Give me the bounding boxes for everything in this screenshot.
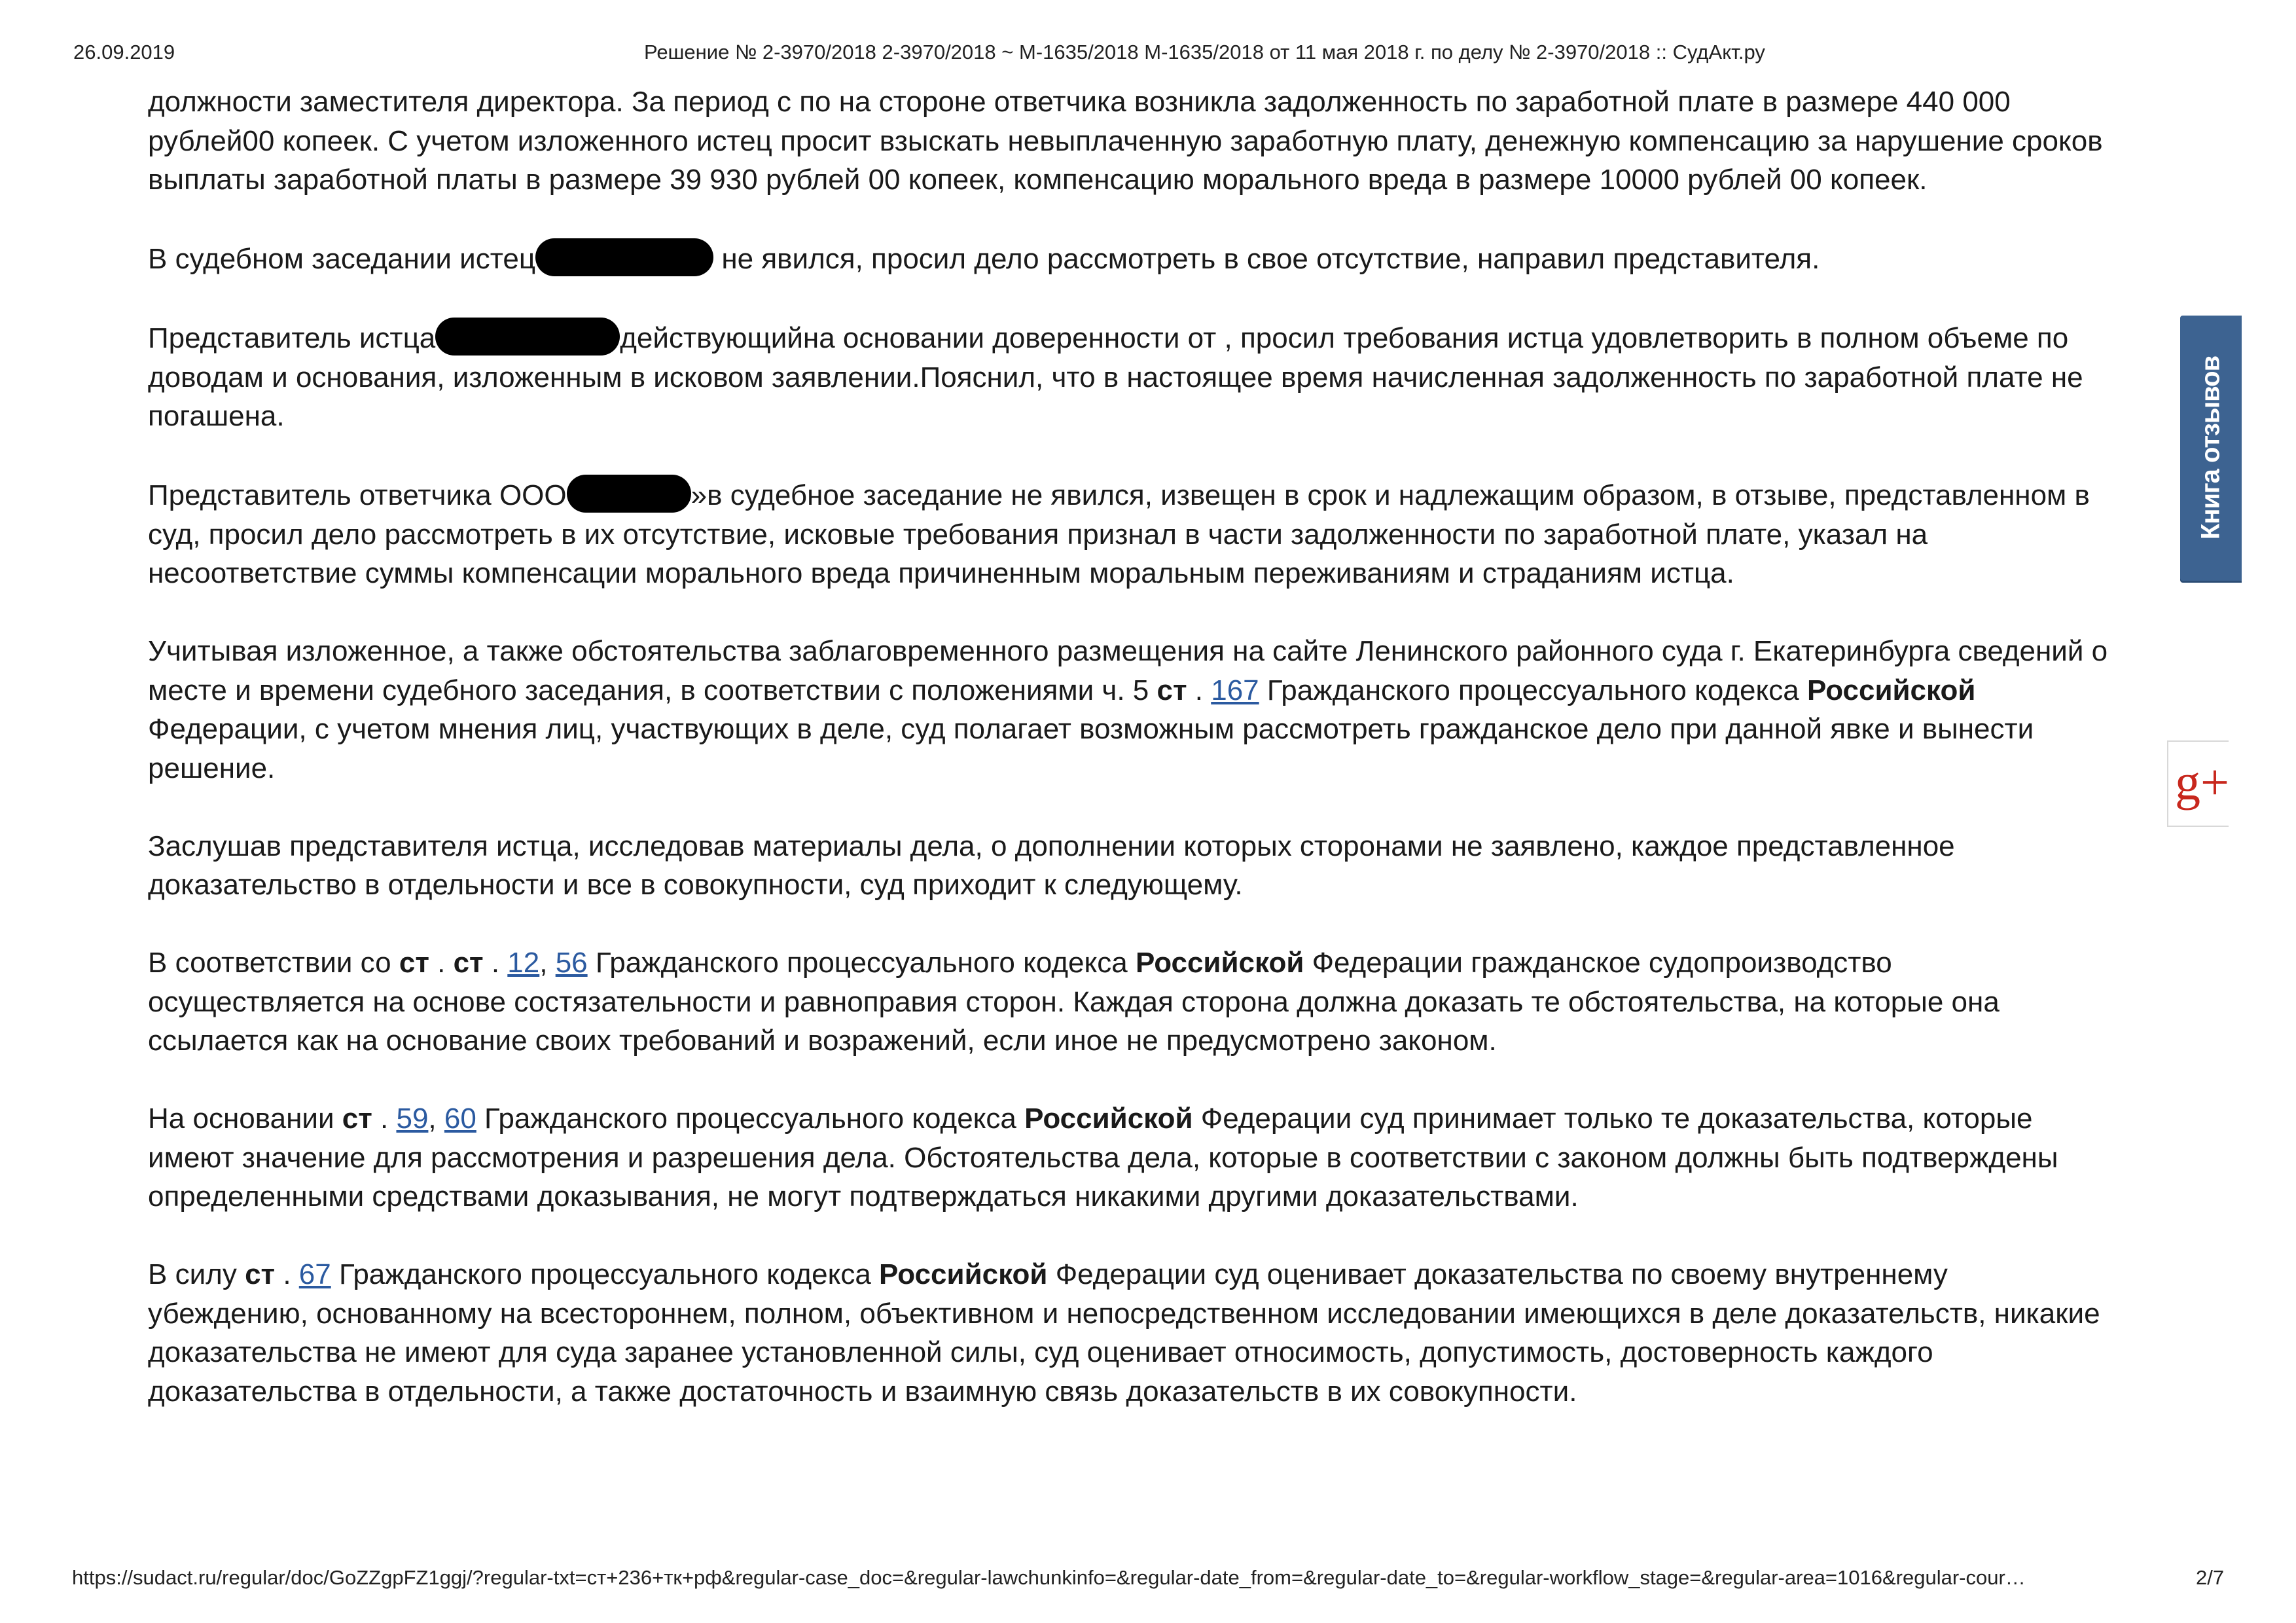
article-abbrev: ст <box>453 947 484 979</box>
paragraph-evidence-assessment <box>148 1255 2111 1411</box>
highlight-term: Российской <box>1024 1103 1193 1135</box>
paragraph-text: Гражданского процессуального кодекса <box>1259 674 1807 706</box>
paragraph-plaintiff-representative <box>148 318 2111 436</box>
paragraph-claim <box>148 82 2111 200</box>
paragraph-text: действующийна основании доверенности от , просил требования истца удовлетворить в полном объеме по доводам и основания, изложенным в исковом заявлении.Пояснил, что в настоящее время начисленная задолженность по заработной плате не погашена. <box>148 322 2083 432</box>
highlight-term: Российской <box>879 1258 1048 1290</box>
paragraph-text: не явился, просил дело рассмотреть в свое отсутствие, направил представителя. <box>713 243 1820 275</box>
paragraph-text: Представитель истца <box>148 322 436 354</box>
paragraph-text: , <box>428 1103 444 1135</box>
article-link-67[interactable]: 67 <box>298 1258 331 1290</box>
paragraph-text: . <box>1187 674 1211 706</box>
paragraph-adversarial-principle <box>148 943 2111 1061</box>
print-date: 26.09.2019 <box>73 41 175 64</box>
highlight-term: Российской <box>1806 674 1976 706</box>
reviews-book-tab[interactable] <box>2180 316 2242 581</box>
paragraph-text: Федерации суд принимает только те доказательства, которые имеют значение для рассмотрения и разрешения дела. Обстоятельства дела, которые в соответствии с законом должны быть подтверждены определенными средствами доказывания, не могут подтверждаться никакими другими доказательствами. <box>148 1103 2058 1213</box>
article-link-56[interactable]: 56 <box>555 947 588 979</box>
reviews-book-label: Книга отзывов <box>2196 356 2225 540</box>
paragraph-text: Заслушав представителя истца, исследовав материалы дела, о дополнении которых сторонами не заявлено, каждое представленное доказательство в отдельности и все в совокупности, суд приходит к следующему. <box>148 830 1955 901</box>
paragraph-text: . <box>483 947 508 979</box>
paragraph-text: Федерации, с учетом мнения лиц, участвующих в деле, суд полагает возможным рассмотреть гражданское дело при данной явке и вынести решение. <box>148 713 2034 784</box>
paragraph-text: В соответствии со <box>148 947 399 979</box>
article-abbrev: ст <box>245 1258 276 1290</box>
paragraph-text: должности заместителя директора. За период с по на стороне ответчика возникла задолженность по заработной плате в размере 440 000 рублей00 копеек. С учетом изложенного истец просит взыскать невыплаченную заработную плату, денежную компенсацию за нарушение сроков выплаты заработной платы в размере 39 930 рублей 00 копеек, компенсацию морального вреда в размере 10000 рублей 00 копеек. <box>148 86 2103 196</box>
paragraph-evidence-relevance <box>148 1099 2111 1216</box>
paragraph-text: Учитывая изложенное, а также обстоятельства заблаговременного размещения на сайте Ленинского районного суда г. Екатеринбурга сведений о месте и времени судебного заседания, в соответствии с положениями ч. 5 <box>148 635 2108 706</box>
highlight-term: Российской <box>1135 947 1304 979</box>
article-abbrev: ст <box>342 1103 372 1135</box>
redaction-mark <box>535 238 713 276</box>
google-plus-button[interactable] <box>2167 740 2229 827</box>
article-link-60[interactable]: 60 <box>444 1103 476 1135</box>
paragraph-text: В судебном заседании истец <box>148 243 536 275</box>
paragraph-text: Представитель ответчика ООО <box>148 479 567 511</box>
article-link-12[interactable]: 12 <box>507 947 540 979</box>
paragraph-text: . <box>429 947 454 979</box>
print-page-title: Решение № 2-3970/2018 2-3970/2018 ~ М-1635/2018 М-1635/2018 от 11 мая 2018 г. по делу № 2-3970/2018 :: СудАкт.ру <box>644 41 1765 64</box>
paragraph-text: »в судебное заседание не явился, извещен в срок и надлежащим образом, в отзыве, представленном в суд, просил дело рассмотреть в их отсутствие, исковые требования признал в части задолженности по заработной плате, указал на несоответствие суммы компенсации морального вреда причиненным моральным переживаниям и страданиям истца. <box>148 479 2090 589</box>
paragraph-text: , <box>539 947 556 979</box>
paragraph-text: В силу <box>148 1258 245 1290</box>
paragraph-text: Гражданского процессуального кодекса <box>587 947 1136 979</box>
paragraph-text: Федерации гражданское судопроизводство осуществляется на основе состязательности и равноправия сторон. Каждая сторона должна доказать те обстоятельства, на которые она ссылается как на основание своих требований и возражений, если иное не предусмотрено законом. <box>148 947 2000 1057</box>
paragraph-text: . <box>275 1258 299 1290</box>
paragraph-text: Гражданского процессуального кодекса <box>331 1258 880 1290</box>
redaction-mark <box>435 318 620 356</box>
paragraph-plaintiff-absence <box>148 238 2111 279</box>
paragraph-text: На основании <box>148 1103 342 1135</box>
paragraph-court-notice <box>148 632 2111 788</box>
google-plus-icon <box>2174 754 2229 811</box>
print-url: https://sudact.ru/regular/doc/GoZZgpFZ1ggj/?regular-txt=ст+236+тк+рф&regular-case_doc=&regular-lawchunkinfo=&regular-date_from=&regular-date_to=&regular-workflow_stage=&regular-area=1016&regular-cour… <box>72 1566 2026 1589</box>
article-abbrev: ст <box>1157 674 1187 706</box>
article-link-167[interactable]: 167 <box>1211 674 1259 706</box>
paragraph-hearing <box>148 827 2111 905</box>
paragraph-defendant-representative <box>148 475 2111 593</box>
page-number: 2/7 <box>2196 1566 2225 1589</box>
article-link-59[interactable]: 59 <box>396 1103 429 1135</box>
paragraph-text: . <box>372 1103 397 1135</box>
article-abbrev: ст <box>399 947 429 979</box>
paragraph-text: Гражданского процессуального кодекса <box>476 1103 1025 1135</box>
paragraph-text: Федерации суд оценивает доказательства по своему внутреннему убеждению, основанному на всестороннем, полном, объективном и непосредственном исследовании имеющихся в деле доказательств, никакие доказательства не имеют для суда заранее установленной силы, суд оценивает относимость, допустимость, достоверность каждого доказательства в отдельности, а также достаточность и взаимную связь доказательств в их совокупности. <box>148 1258 2100 1408</box>
redaction-mark <box>567 475 691 513</box>
document-body <box>148 82 2111 1450</box>
google-plus-glyph: g+ <box>2175 754 2229 811</box>
